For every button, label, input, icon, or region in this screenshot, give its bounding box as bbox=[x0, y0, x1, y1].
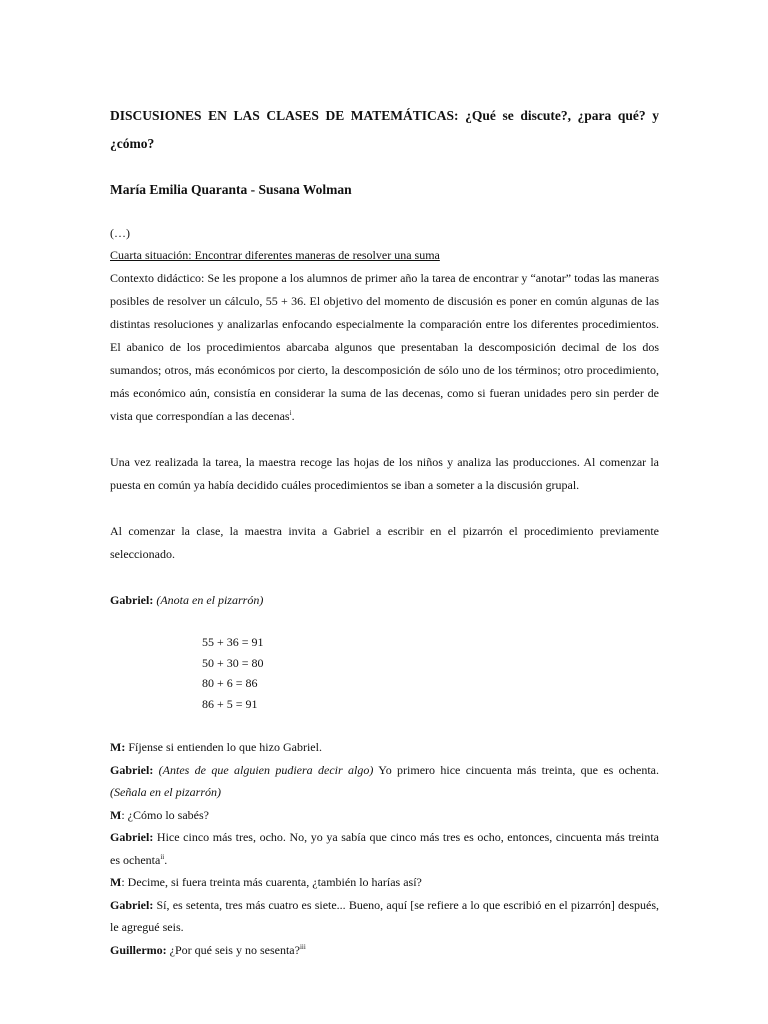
paragraph-context-end: . bbox=[291, 409, 295, 423]
dialogue-text: Yo primero hice cincuenta más treinta, que es ochenta. bbox=[373, 762, 659, 777]
paragraph-task: Una vez realizada la tarea, la maestra recoge las hojas de los niños y analiza las producciones. Al comenzar la puesta en común ya había decidido cuáles procedimientos se iban a someter a la discusión grupal. bbox=[110, 455, 659, 492]
board-calculation bbox=[202, 632, 659, 714]
dialogue-text: Hice cinco más tres, ocho. No, yo ya sabía que cinco más tres es ocho, entonces, cincuenta más treinta es ochenta bbox=[110, 830, 659, 867]
speaker-name: M: bbox=[110, 740, 126, 754]
paragraph-class: Al comenzar la clase, la maestra invita a Gabriel a escribir en el pizarrón el procedimiento previamente seleccionado. bbox=[110, 524, 659, 561]
stage-direction: (Señala en el pizarrón) bbox=[110, 785, 221, 799]
ellipsis: (…) bbox=[110, 226, 130, 240]
speaker-name: Guillermo: bbox=[110, 942, 167, 957]
math-line: 55 + 36 = 91 bbox=[202, 635, 264, 649]
speaker-name: Gabriel: bbox=[110, 830, 154, 844]
math-line: 50 + 30 = 80 bbox=[202, 655, 264, 670]
footnote-ref[interactable]: iii bbox=[299, 942, 306, 951]
situation-heading: Cuarta situación: Encontrar diferentes maneras de resolver una suma bbox=[110, 248, 440, 262]
dialogue-line bbox=[110, 894, 659, 939]
speaker-name: M bbox=[110, 807, 122, 822]
math-line: 86 + 5 = 91 bbox=[202, 696, 258, 711]
document-body bbox=[110, 102, 659, 961]
dialogue-line bbox=[110, 826, 659, 871]
speaker-name: M bbox=[110, 875, 122, 889]
stage-direction: (Antes de que alguien pudiera decir algo) bbox=[158, 762, 374, 777]
dialogue-line bbox=[110, 759, 659, 804]
dialogue bbox=[110, 736, 659, 961]
dialogue-line bbox=[110, 871, 659, 894]
dialogue-text-end: . bbox=[164, 852, 168, 867]
gabriel-intro bbox=[110, 589, 659, 612]
document-authors: María Emilia Quaranta - Susana Wolman bbox=[110, 182, 352, 197]
footnote-ref[interactable]: i bbox=[289, 409, 292, 417]
dialogue-text: ¿Por qué seis y no sesenta? bbox=[166, 942, 300, 957]
speaker-name: Gabriel: bbox=[110, 762, 154, 777]
dialogue-text: Sí, es setenta, tres más cuatro es siete... Bueno, aquí [se refiere a lo que escribió en el pizarrón] después, le agregué seis. bbox=[110, 897, 659, 934]
footnote-ref[interactable]: ii bbox=[160, 852, 165, 861]
speaker-name: Gabriel: bbox=[110, 593, 154, 607]
paragraph-context bbox=[110, 267, 659, 428]
document-title: DISCUSIONES EN LAS CLASES DE MATEMÁTICAS: ¿Qué se discute?, ¿para qué? y ¿cómo? bbox=[110, 108, 659, 151]
dialogue-line bbox=[110, 939, 659, 962]
dialogue-line bbox=[110, 804, 659, 827]
stage-direction: (Anota en el pizarrón) bbox=[156, 593, 264, 607]
dialogue-text: : ¿Cómo lo sabés? bbox=[121, 807, 209, 822]
speaker-name: Gabriel: bbox=[110, 897, 154, 912]
dialogue-line bbox=[110, 736, 659, 759]
dialogue-text: Fíjense si entienden lo que hizo Gabriel. bbox=[125, 740, 322, 754]
dialogue-text: : Decime, si fuera treinta más cuarenta, ¿también lo harías así? bbox=[121, 875, 422, 889]
paragraph-context-text: Contexto didáctico: Se les propone a los alumnos de primer año la tarea de encontrar y “anotar” todas las maneras posibles de resolver un cálculo, 55 + 36. El objetivo del momento de discusión es poner en común algunas de las distintas resoluciones y analizarlas enfocando especialmente la comparación entre los diferentes procedimientos. El abanico de los procedimientos abarcaba algunos que presentaban la descomposición decimal de los dos sumandos; otros, más económicos por cierto, la descomposición de sólo uno de los términos; otro procedimiento, más económico aún, consistía en considerar la suma de las decenas, como si fueran unidades pero sin perder de vista que correspondían a las decenas bbox=[110, 271, 659, 423]
math-line: 80 + 6 = 86 bbox=[202, 676, 258, 690]
